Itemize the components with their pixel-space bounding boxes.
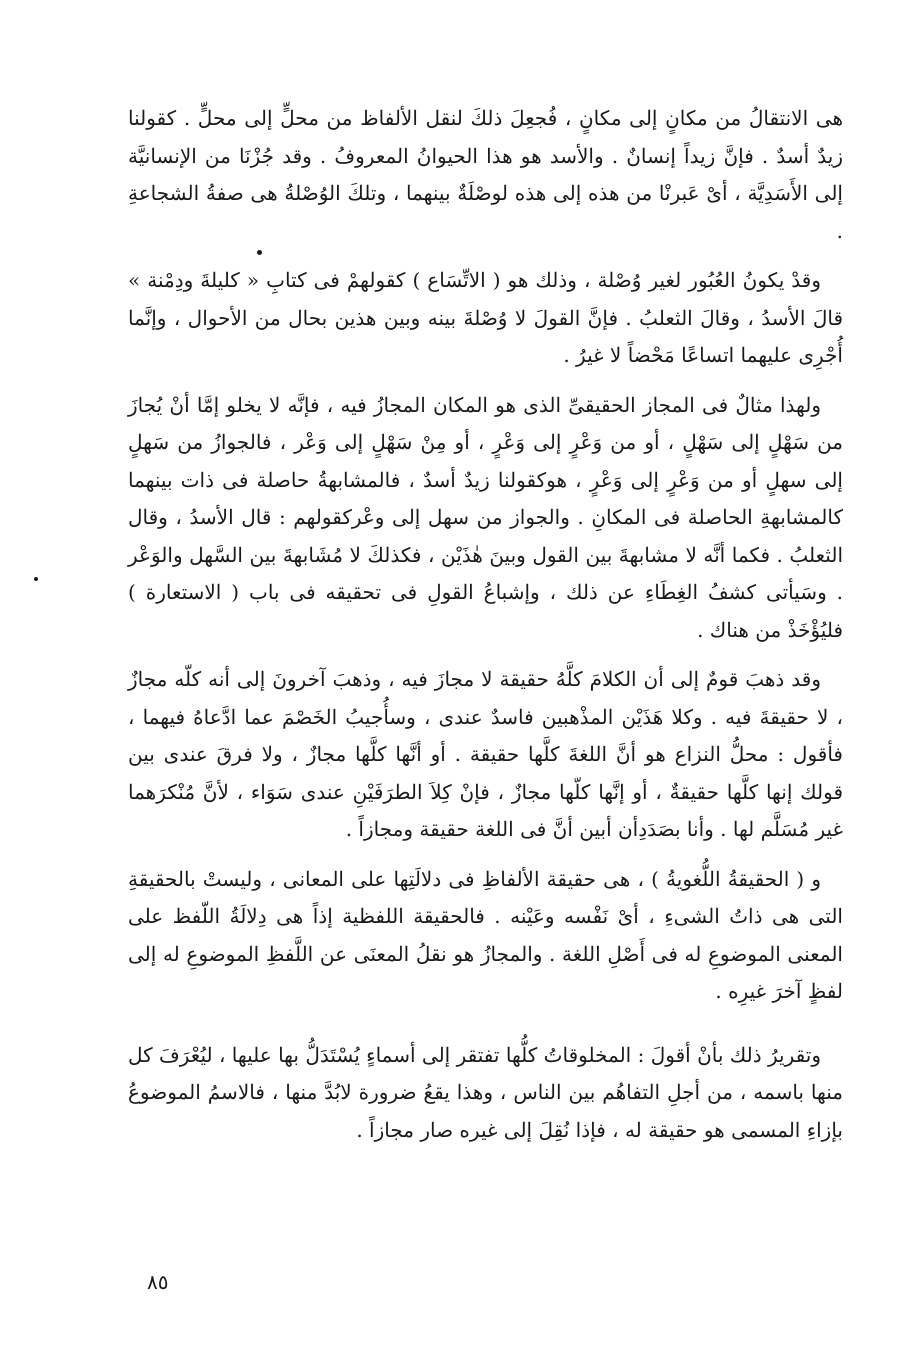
page-number: ٨٥: [147, 1270, 169, 1294]
paragraph-3: ولهذا مثالٌ فى المجاز الحقيقىِّ الذى هو المكان المجازُ فيه ، فإنَّه لا يخلو إمَّا أنْ يُجازَ من سَهْلٍ إلى سَهْلٍ ، أو من وَعْرٍ إلى وَعْرٍ ، أو مِنْ سَهْلٍ إلى وَعْر ، فالجوازُ من سَهلٍ إلى سهلٍ أو من وَعْرٍ إلى وَعْرٍ ، هوكقولنا زيدٌ أسدٌ ، فالمشابهةُ حاصلة فى ذات بينهما كالمشابهةِ الحاصلة فى المكانِ . والجواز من سهل إلى وعْركقولهم : قال الأسدُ ، وقال الثعلبُ . فكما أنَّه لا مشابهةَ بين القول وبينَ هٰذَيْن ، فكذلكَ لا مُشَابهةَ بين السَّهل والوَعْر . وسَيأتى كشفُ الغِطَاءِ عن ذلك ، وإشباعُ القولِ فى تحقيقه فى باب ( الاستعارة ) فليُؤْخَذْ من هناك .: [128, 392, 843, 642]
paragraph-4: وقد ذهبَ قومٌ إلى أن الكلامَ كلَّهُ حقيقة لا مجازَ فيه ، وذهبَ آخرونَ إلى أنه كلّه مجازٌ ، لا حقيقةَ فيه . وكلا هَذَيْن المذْهبين فاسدٌ عندى ، وسأُجيبُ الخَصْمَ عما ادَّعاهُ فيهما ، فأقول : محلُّ النزاع هو أنَّ اللغةَ كلَّها حقيقة . أو أنَّها كلَّها مجازٌ ، ولا فرقَ عندى بين قولك إنها كلَّها حقيقةٌ ، أو إنَّها كلّها مجازٌ ، فإنْ كِلاَ الطرَفَيْنِ عندى سَوَاء ، لأنَّ مُنْكرَهما غير مُسَلَّم لها . وأنا بصَدَدِأن أبين أنَّ فى اللغة حقيقة ومجازاً .: [128, 667, 843, 841]
paragraph-2: وقدْ يكونُ العُبُور لغير وُصْلة ، وذلك هو ( الاتِّسَاع ) كقولهمْ فى كتابِ « كليلةَ ودِمْنة » قالَ الأسدُ ، وقالَ الثعلبُ . فإنَّ القولَ لا وُصْلةَ بينه وبين هذين بحال من الأحوال ، وإنَّما أُجْرِى عليهما اتساعًا مَحْضاً لا غيرُ .: [128, 268, 843, 367]
body-text: [128, 100, 843, 1149]
ink-speck: [34, 577, 38, 581]
paragraph-6: وتقريرُ ذلك بأنْ أقولَ : المخلوقاتُ كلُّها تفتقر إلى أسماءٍ يُسْتَدَلُّ بها عليها ، ليُعْرَفَ كل منها باسمه ، من أجلِ التفاهُم بين الناس ، وهذا يقعُ ضرورة لابُدَّ منها ، فالاسمُ الموضوعُ بإزاءِ المسمى هو حقيقة له ، فإذا نُقِلَ إلى غيره صار مجازاً .: [128, 1042, 843, 1142]
paragraph-5: و ( الحقيقةُ اللُّغويةُ ) ، هى حقيقة الألفاظِ فى دلالَتِها على المعانى ، وليستْ بالحقيقةِ التى هى ذاتُ الشىءِ ، أىْ نَفْسه وعَيْنه . فالحقيقة اللفظية إذاً هى دِلالَةُ اللّفظ على المعنى الموضوعِ له فى أَصْلِ اللغة . والمجازُ هو نقلُ المعنَى عن اللَّفظِ الموضوعِ له إلى لفظٍ آخرَ غيرِه .: [128, 866, 843, 1003]
paragraph-1: هى الانتقالُ من مكانٍ إلى مكانٍ ، فُجعِلَ ذلكَ لنقل الألفاظ من محلٍّ إلى محلٍّ . كقولنا زيدٌ أسدٌ . فإنَّ زيداً إنسانٌ . والأسد هو هذا الحيوانُ المعروفُ . وقد جُزْنَا من الإنسانيَّة إلى الأَسَدِيَّة ، أىْ عَبرنْا من هذه إلى هذه لوصْلَةٌ بينهما ، وتلكَ الوُصْلةُ هى صفةُ الشجاعةِ .: [128, 106, 843, 243]
